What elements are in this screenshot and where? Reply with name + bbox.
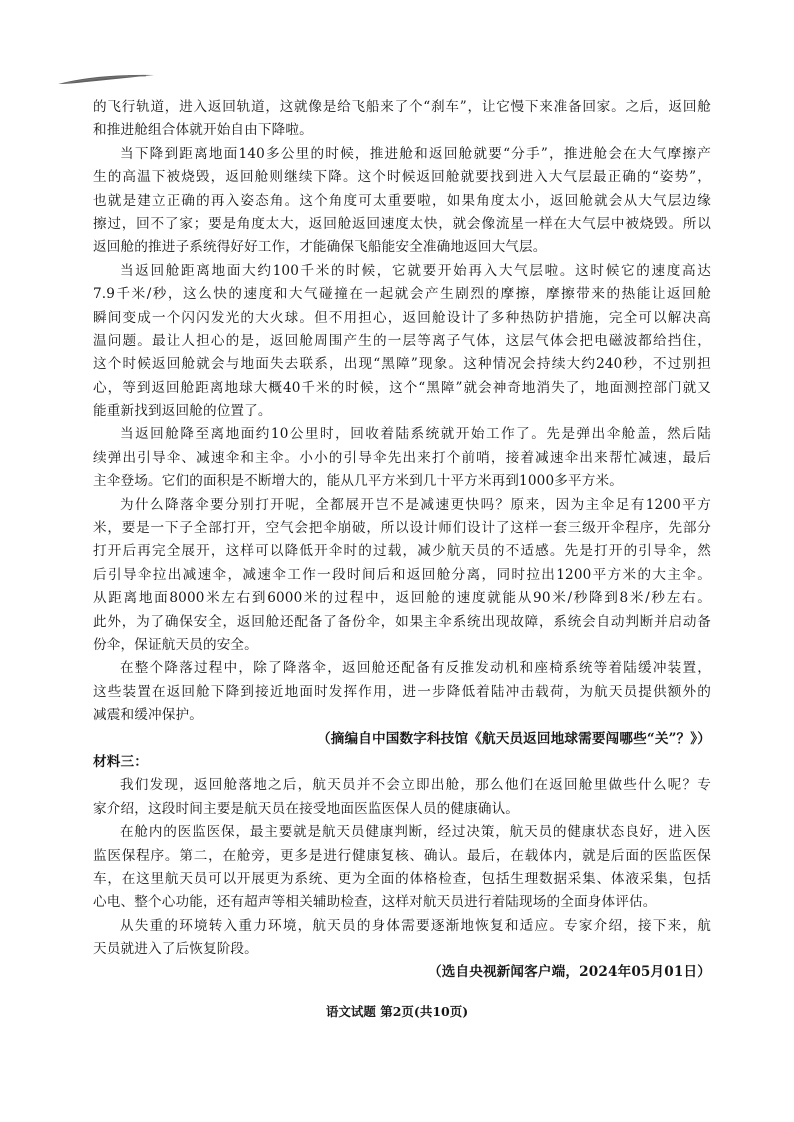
- text-line: 这个时候返回舱就会与地面失去联系，出现“黑障”现象。这种情况会持续大约240秒，不过别担: [93, 356, 711, 373]
- text-line: 监医保程序。第二，在舱旁，更多是进行健康复核、确认。最后，在载体内，就是后面的医监医保: [93, 847, 711, 864]
- text-line: 减震和缓冲保护。: [93, 707, 203, 724]
- scan-edge-mark: [56, 72, 156, 86]
- text-line: 米，要是一下子全部打开，空气会把伞崩破，所以设计师们设计了这样一套三级开伞程序，先部分: [93, 520, 711, 537]
- text-line: 返回舱的推进子系统得好好工作，才能确保飞船能安全准确地返回大气层。: [93, 239, 547, 256]
- text-line: 主伞登场。它们的面积是不断增大的，能从几平方米到几十平方米再到1000多平方米。: [93, 473, 623, 490]
- text-line: 擦过，回不了家；要是角度太大，返回舱返回速度太快，就会像流星一样在大气层中被烧毁。所以: [93, 215, 711, 232]
- text-line: 这些装置在返回舱下降到接近地面时发挥作用，进一步降低着陆冲击载荷，为航天员提供额外的: [93, 683, 711, 700]
- section-heading: 材料三：: [93, 753, 148, 770]
- text-line: 车，在这里航天员可以开展更为系统、更为全面的体格检查，包括生理数据采集、体液采集，包括: [93, 870, 711, 887]
- document-body: [93, 96, 711, 985]
- source-citation: （摘编自中国数字科技馆《航天员返回地球需要闯哪些“关”？》）: [317, 730, 711, 747]
- paragraph-start: 当返回舱降至离地面约10公里时，回收着陆系统就开始工作了。先是弹出伞舱盖，然后陆: [120, 426, 711, 443]
- text-line: 的飞行轨道，进入返回轨道，这就像是给飞船来了个“刹车”，让它慢下来准备回家。之后，返回舱: [93, 99, 711, 115]
- source-citation: （选自央视新闻客户端，2024年05月01日）: [427, 964, 711, 981]
- paragraph-start: 在整个降落过程中，除了降落伞，返回舱还配备有反推发动机和座椅系统等着陆缓冲装置，: [120, 660, 711, 677]
- page-footer: 语文试题 第2页(共10页): [325, 1004, 469, 1019]
- paragraph-start: 从失重的环境转入重力环境，航天员的身体需要逐渐地恢复和适应。专家介绍，接下来，航: [120, 917, 711, 934]
- text-line: 天员就进入了后恢复阶段。: [93, 941, 258, 958]
- text-line: 续弹出引导伞、减速伞和主伞。小小的引导伞先出来打个前哨，接着减速伞出来帮忙减速，最后: [93, 449, 711, 466]
- paragraph-start: 在舱内的医监医保，最主要就是航天员健康判断，经过决策，航天员的健康状态良好，进入医: [120, 824, 711, 841]
- text-line: 家介绍，这段时间主要是航天员在接受地面医监医保人员的健康确认。: [93, 800, 520, 817]
- text-line: 瞬间变成一个闪闪发光的大火球。但不用担心，返回舱设计了多种热防护措施，完全可以解决高: [93, 309, 711, 326]
- text-line: 心，等到返回舱距离地球大概40千米的时候，这个“黑障”就会神奇地消失了，地面测控部门就又: [93, 379, 711, 396]
- text-line: 7.9千米/秒，这么快的速度和大气碰撞在一起就会产生剧烈的摩擦，摩擦带来的热能让返回舱: [93, 286, 711, 303]
- text-line: 从距离地面8000米左右到6000米的过程中，返回舱的速度就能从90米/秒降到8米/秒左右。: [93, 590, 711, 607]
- text-line: 能重新找到返回舱的位置了。: [93, 403, 272, 420]
- text-line: 后引导伞拉出减速伞，减速伞工作一段时间后和返回舱分离，同时拉出1200平方米的大主伞。: [93, 566, 711, 583]
- paragraph-start: 当返回舱距离地面大约100千米的时候，它就要开始再入大气层啦。这时候它的速度高达: [120, 262, 711, 279]
- text-line: 打开后再完全展开，这样可以降低开伞时的过载，减少航天员的不适感。先是打开的引导伞，然: [93, 543, 711, 560]
- paragraph-start: 当下降到距离地面140多公里的时候，推进舱和返回舱就要“分手”，推进舱会在大气摩擦产: [120, 145, 711, 162]
- paragraph-start: 为什么降落伞要分别打开呢，全都展开岂不是减速更快吗？原来，因为主伞足有1200平方: [120, 496, 711, 513]
- text-line: 此外，为了确保安全，返回舱还配备了备份伞，如果主伞系统出现故障，系统会自动判断并启动备: [93, 613, 711, 630]
- text-line: 份伞，保证航天员的安全。: [93, 636, 258, 653]
- text-line: 和推进舱组合体就开始自由下降啦。: [93, 122, 313, 139]
- text-line: 也就是建立正确的再入姿态角。这个角度可太重要啦，如果角度太小，返回舱就会从大气层边缘: [93, 192, 711, 209]
- text-line: 温问题。最让人担心的是，返回舱周围产生的一层等离子气体，这层气体会把电磁波都给挡住，: [93, 332, 711, 349]
- text-line: 生的高温下被烧毁，返回舱则继续下降。这个时候返回舱就要找到进入大气层最正确的“姿势”，: [93, 169, 711, 186]
- paragraph-start: 我们发现，返回舱落地之后，航天员并不会立即出舱，那么他们在返回舱里做些什么呢？专: [120, 777, 711, 794]
- text-line: 心电、整个心功能，还有超声等相关辅助检查，这样对航天员进行着陆现场的全面身体评估。: [93, 894, 657, 911]
